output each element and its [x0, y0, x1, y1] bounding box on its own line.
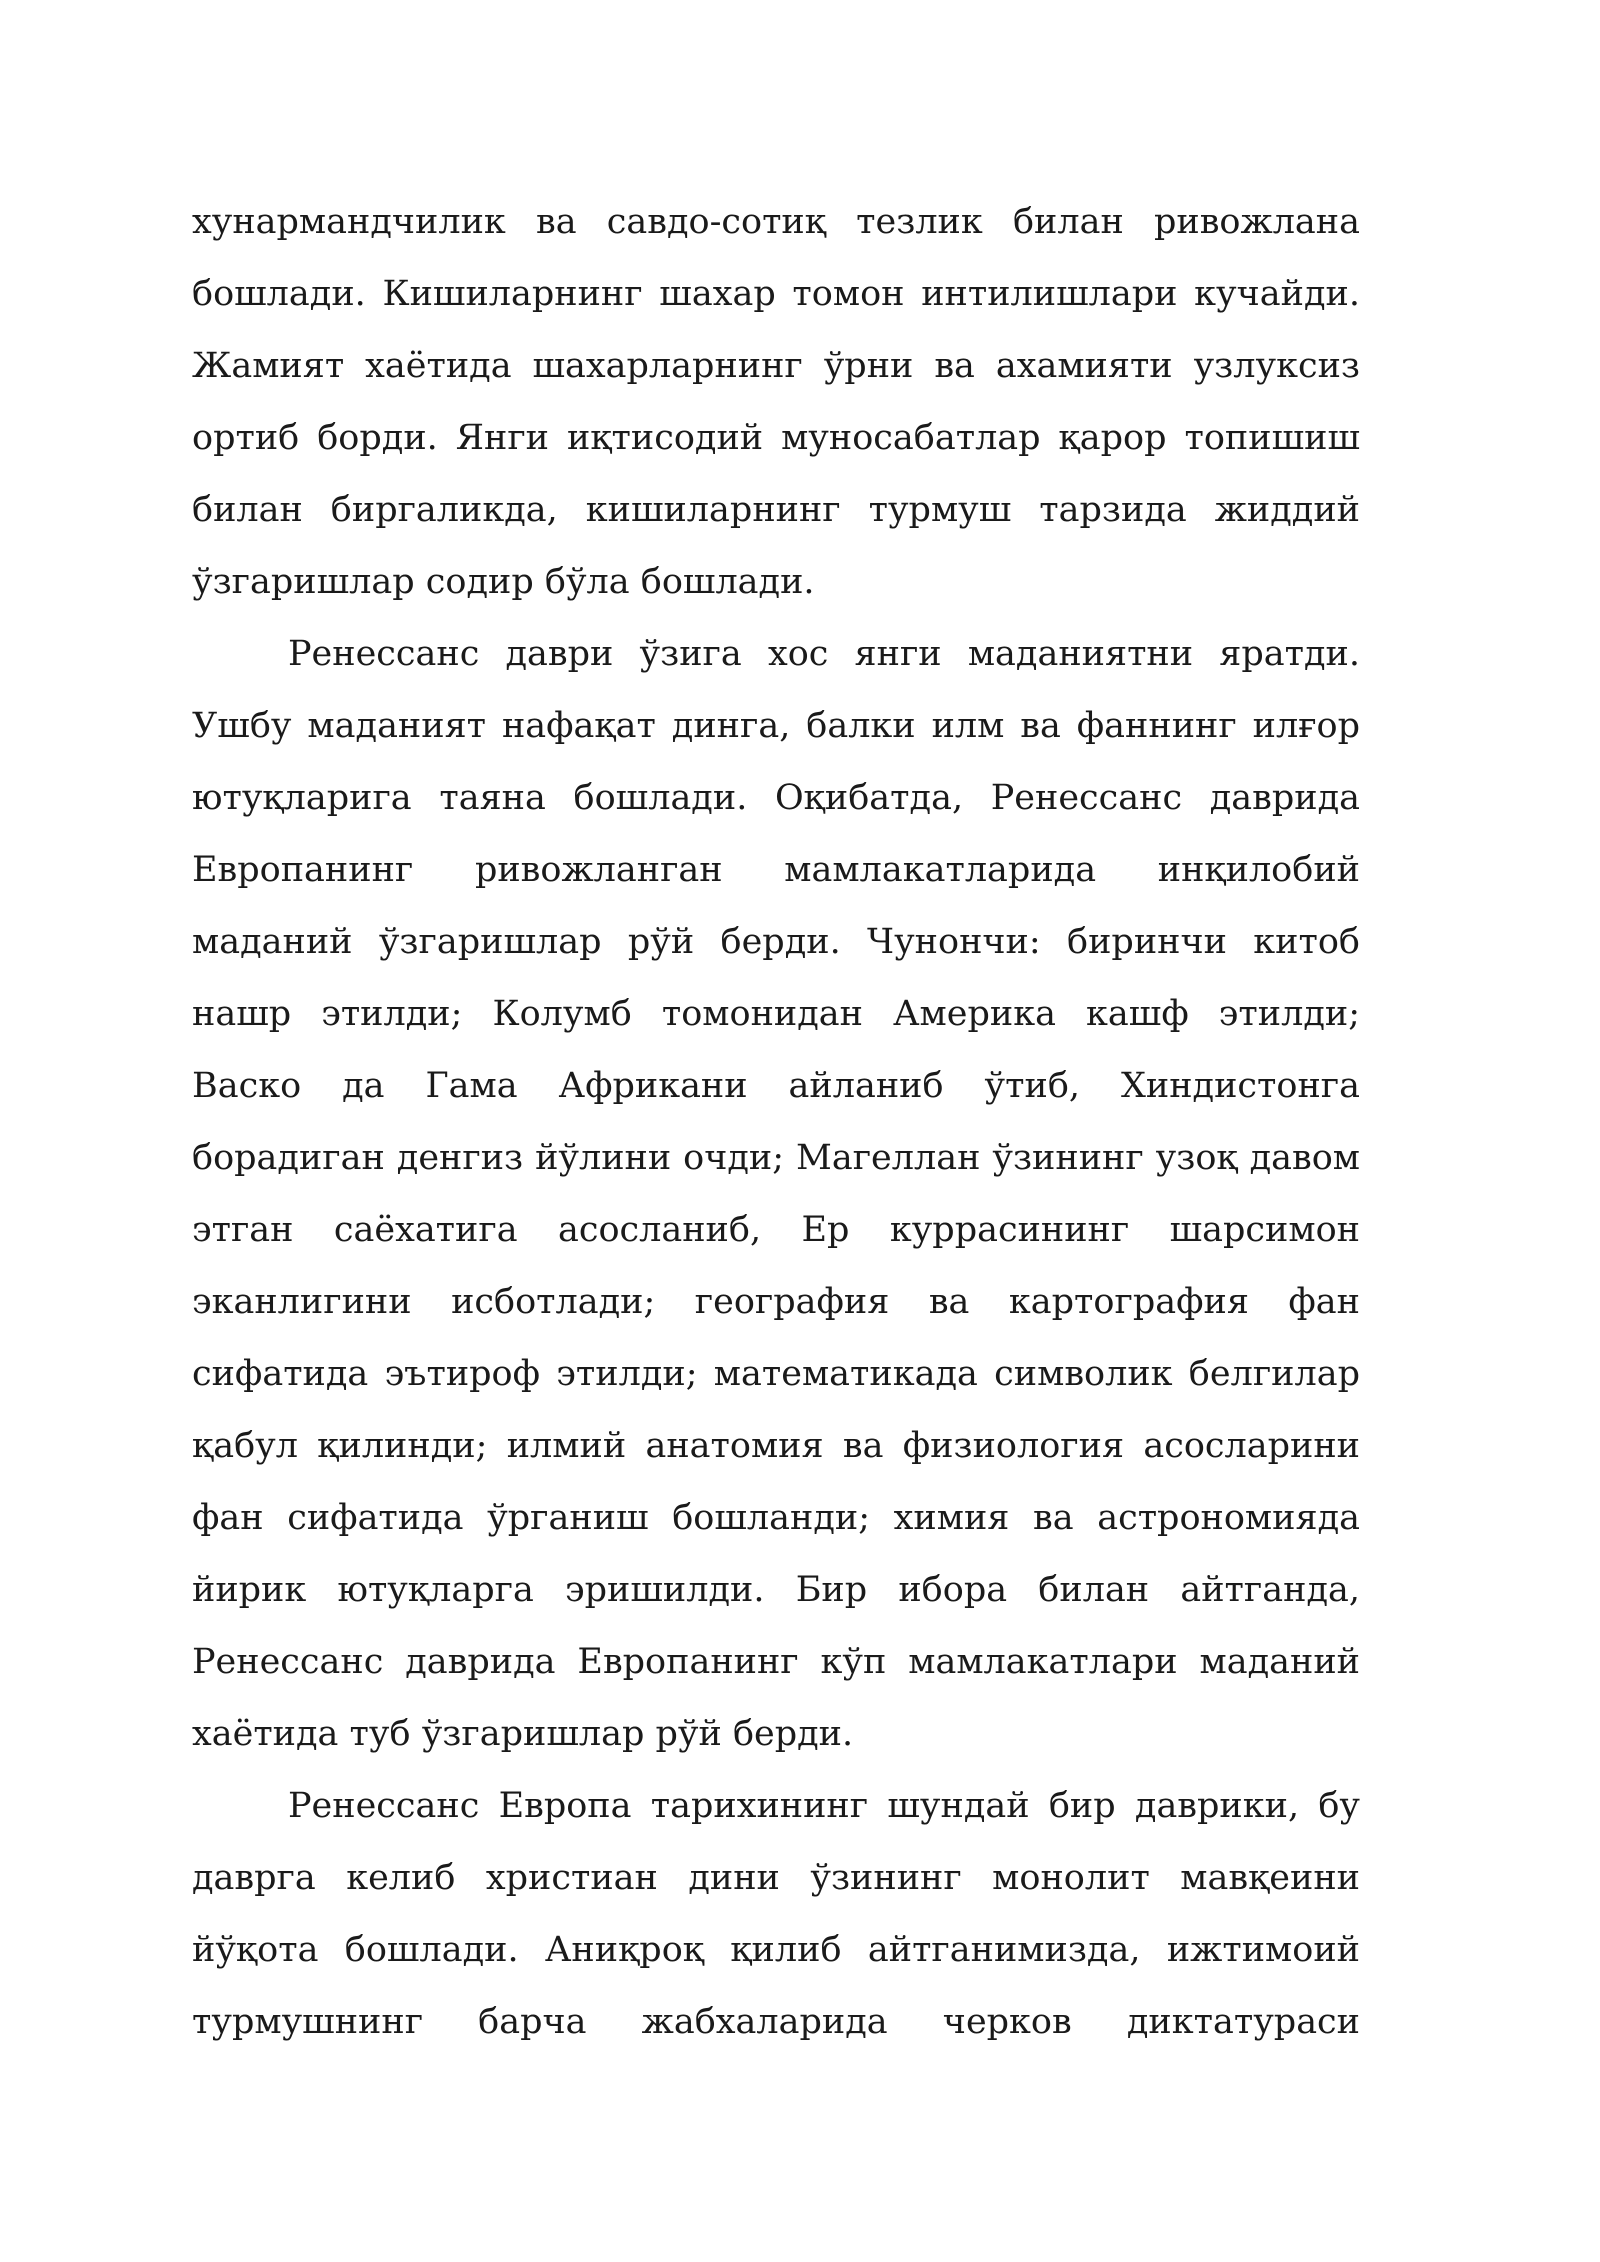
paragraph-2: Ренессанс даври ўзига хос янги маданиятни яратди. Ушбу маданият нафақат динга, балки илм ва фаннинг илғор ютуқларига таяна бошлади. Оқибатда, Ренессанс даврида Европанинг ривожланган мамлакатларида инқилобий маданий ўзгаришлар рўй берди. Чунончи: биринчи китоб нашр этилди; Колумб томонидан Америка кашф этилди; Васко да Гама Африкани айланиб ўтиб, Хиндистонга борадиган денгиз йўлини очди; Магеллан ўзининг узоқ давом этган саёхатига асосланиб, Ер куррасининг шарсимон эканлигини исботлади; география ва картография фан сифатида эътироф этилди; математикада символик белгилар қабул қилинди; илмий анатомия ва физиология асосларини фан сифатида ўрганиш бошланди; химия ва астрономияда йирик ютуқларга эришилди. Бир ибора билан айтганда, Ренессанс даврида Европанинг кўп мамлакатлари маданий хаётида туб ўзгаришлар рўй берди. — [192, 634, 1360, 1754]
paragraph-3: Ренессанс Европа тарихининг шундай бир даврики, бу даврга келиб христиан дини ўзининг монолит мавқеини йўқота бошлади. Аниқроқ қилиб айтганимизда, ижтимоий турмушнинг барча жабхаларида черков диктатураси — [192, 1786, 1360, 2042]
document-body — [192, 186, 1360, 2058]
paragraph-1: хунармандчилик ва савдо-сотиқ тезлик билан ривожлана бошлади. Кишиларнинг шахар томон интилишлари кучайди. Жамият хаётида шахарларнинг ўрни ва ахамияти узлуксиз ортиб борди. Янги иқтисодий муносабатлар қарор топишиш билан биргаликда, кишиларнинг турмуш тарзида жиддий ўзгаришлар содир бўла бошлади. — [192, 202, 1360, 602]
